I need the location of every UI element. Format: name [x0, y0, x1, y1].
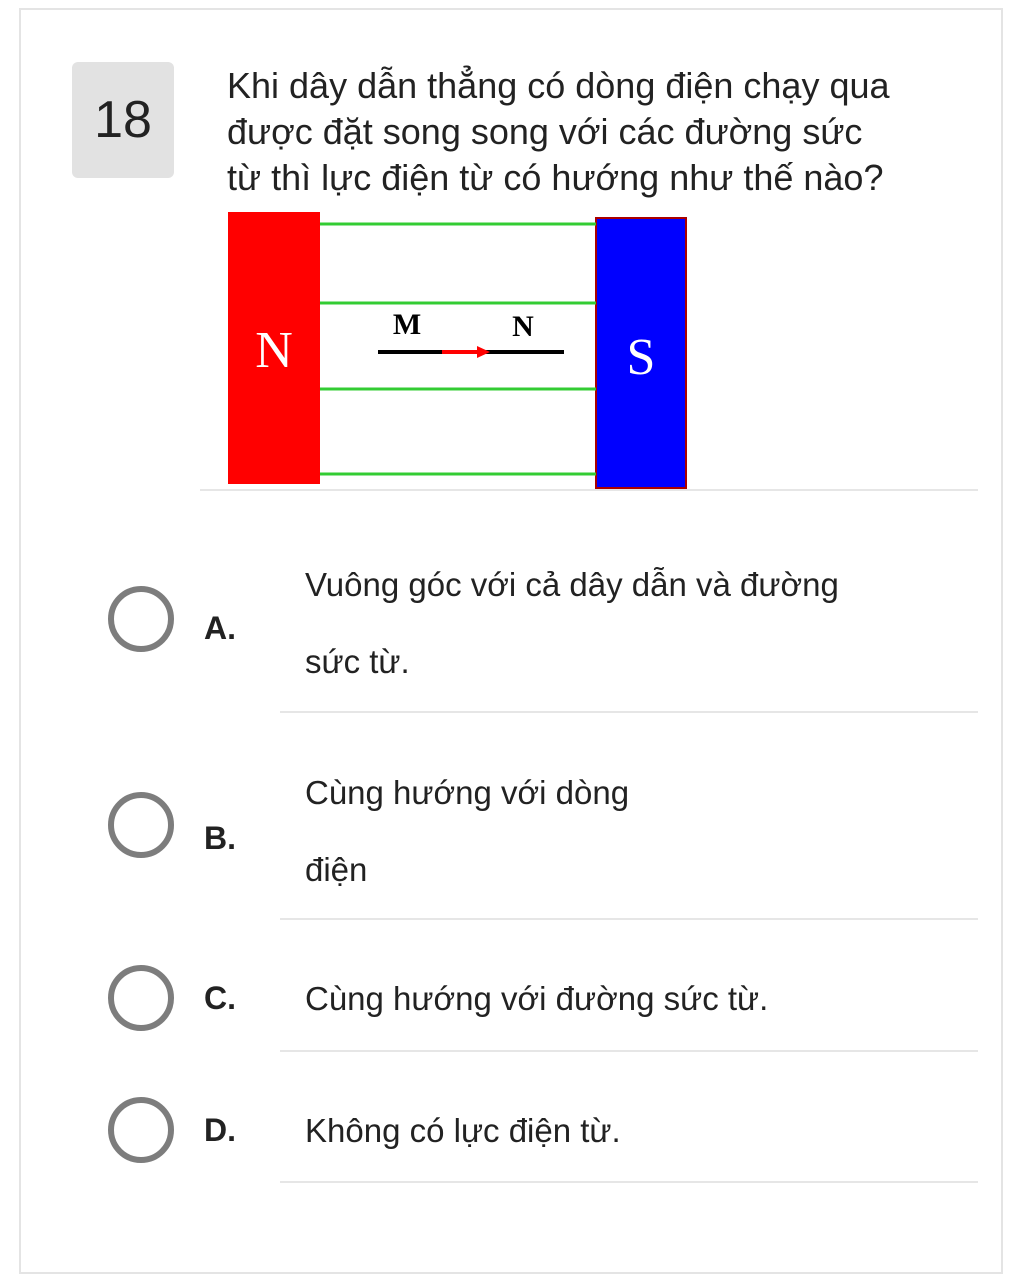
- right-pole-label: S: [626, 329, 656, 386]
- question-text-line: từ thì lực điện từ có hướng như thế nào?: [227, 157, 884, 198]
- radio-button-b[interactable]: [108, 792, 174, 858]
- option-text-d: [305, 1092, 905, 1169]
- option-text-line: Cùng hướng với dòng: [305, 774, 630, 811]
- option-letter-d: D.: [204, 1112, 236, 1148]
- option-text-line: Cùng hướng với đường sức từ.: [305, 980, 769, 1017]
- left-pole-label: N: [255, 322, 293, 379]
- divider: [200, 489, 978, 491]
- option-text-line: điện: [305, 851, 368, 888]
- wire-start-label: M: [392, 308, 422, 341]
- divider: [280, 1181, 978, 1183]
- divider: [280, 918, 978, 920]
- question-text-line: được đặt song song với các đường sức: [227, 111, 863, 152]
- option-text-line: sức từ.: [305, 643, 410, 680]
- question-number: 18: [94, 91, 152, 149]
- option-text-a: [305, 546, 905, 700]
- radio-button-c[interactable]: [108, 965, 174, 1031]
- answer-option-b[interactable]: [0, 754, 1024, 919]
- answer-option-c[interactable]: [0, 960, 1024, 1050]
- radio-button-d[interactable]: [108, 1097, 174, 1163]
- question-text: [227, 63, 967, 201]
- option-text-line: Vuông góc với cả dây dẫn và đường: [305, 566, 839, 603]
- option-text-line: Không có lực điện từ.: [305, 1112, 621, 1149]
- current-arrowhead: [477, 346, 490, 358]
- answer-option-d[interactable]: [0, 1092, 1024, 1182]
- option-letter-a: A.: [204, 610, 236, 646]
- option-letter-c: C.: [204, 980, 236, 1016]
- option-text-c: [305, 960, 905, 1037]
- magnet-diagram: [228, 212, 690, 490]
- divider: [280, 711, 978, 713]
- divider: [280, 1050, 978, 1052]
- question-number-badge: [72, 62, 174, 178]
- answer-option-a[interactable]: [0, 546, 1024, 711]
- wire-end-label: N: [512, 310, 534, 343]
- radio-button-a[interactable]: [108, 586, 174, 652]
- question-text-line: Khi dây dẫn thẳng có dòng điện chạy qua: [227, 65, 890, 106]
- option-text-b: [305, 754, 905, 908]
- option-letter-b: B.: [204, 820, 236, 856]
